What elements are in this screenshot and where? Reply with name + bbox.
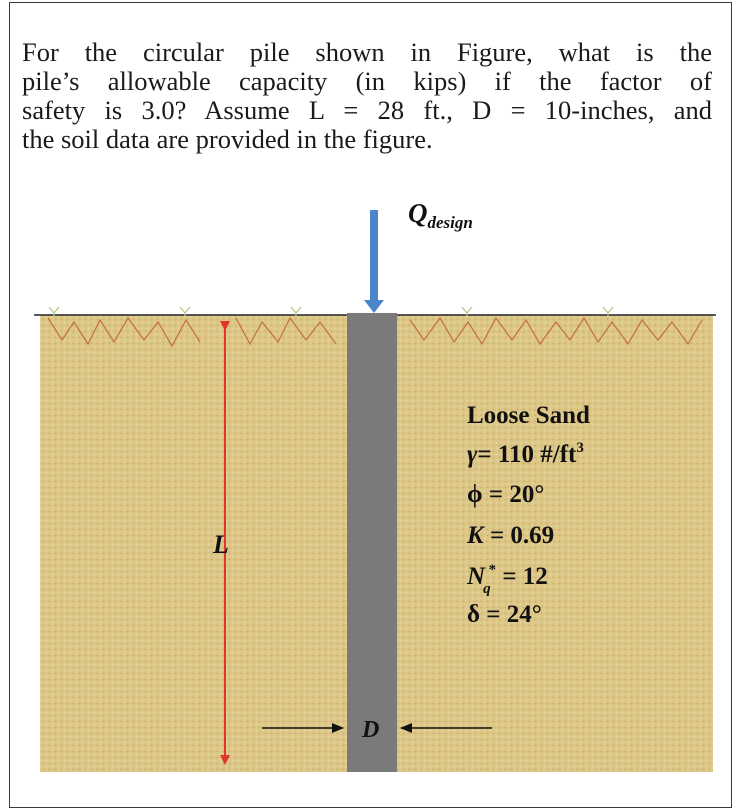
soil-nq-value: Nq* = 12: [467, 562, 548, 597]
question-line-2: pile’s allowable capacity (in kips) if the factor of: [22, 66, 712, 96]
soil-delta: δ = 24°: [467, 601, 542, 628]
question-line-4: the soil data are provided in the figure.: [22, 124, 433, 154]
load-arrow: [364, 210, 384, 313]
diameter-label: D: [362, 717, 380, 743]
question-line-1: For the circular pile shown in Figure, what is the: [22, 37, 712, 67]
question-line-3: safety is 3.0? Assume L = 28 ft., D = 10-inches, and: [22, 95, 712, 125]
soil-name: Loose Sand: [467, 402, 590, 429]
soil-friction-angle: ϕ = 20°: [467, 481, 545, 508]
load-label: $Q_{design}$: [408, 198, 473, 232]
soil-k-value: K = 0.69: [467, 522, 555, 549]
pile: [347, 313, 397, 772]
soil-unit-weight: γ= 110 $\#/ft^3$: [467, 440, 584, 468]
length-label: L: [213, 530, 229, 559]
